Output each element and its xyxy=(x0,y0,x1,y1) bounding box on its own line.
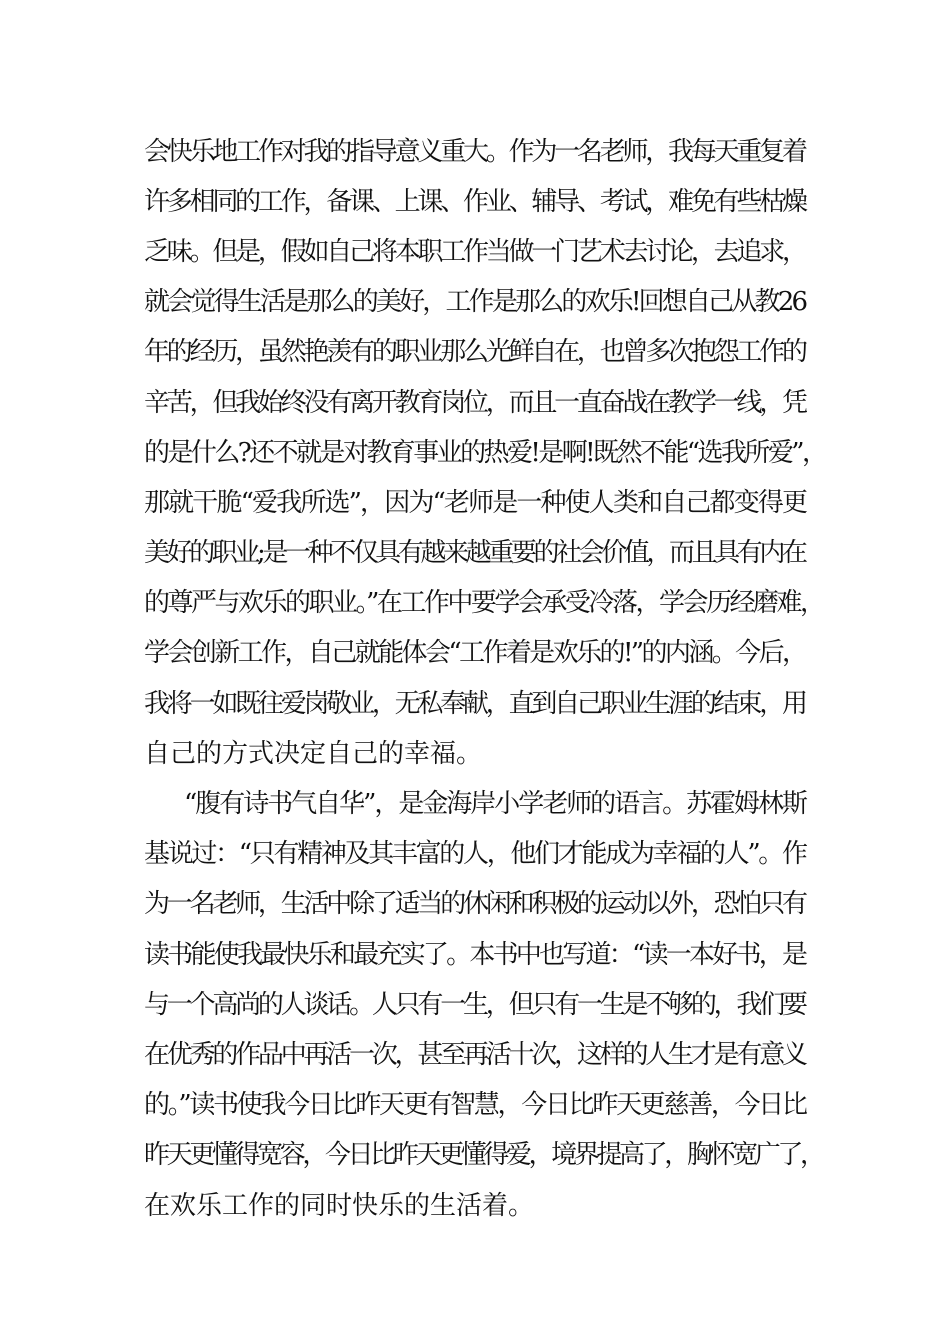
line-text: 的。”读书使我今日比昨天更有智慧，今日比昨天更慈善，今日比 xyxy=(144,1090,806,1120)
text-line xyxy=(0,182,950,222)
text-line xyxy=(0,1085,950,1125)
text-line xyxy=(0,483,950,523)
text-line xyxy=(0,633,950,673)
line-text: 在欢乐工作的同时快乐的生活着。 xyxy=(144,1191,535,1221)
line-text: 的是什么?还不就是对教育事业的热爱!是啊!既然不能“选我所爱”， xyxy=(144,438,826,468)
text-line xyxy=(0,734,950,774)
line-text: 的尊严与欢乐的职业。”在工作中要学会承受冷落，学会历经磨难， xyxy=(144,588,824,618)
line-text: 美好的职业;是一种不仅具有越来越重要的社会价值，而且具有内在 xyxy=(144,538,805,568)
line-text: 基说过：“只有精神及其丰富的人，他们才能成为幸福的人”。作 xyxy=(144,839,806,869)
line-text: 许多相同的工作，备课、上课、作业、辅导、考试，难免有些枯燥 xyxy=(144,187,805,217)
line-text: 读书能使我最快乐和最充实了。本书中也写道：“读一本好书，是 xyxy=(144,940,806,970)
text-line xyxy=(0,433,950,473)
text-line xyxy=(0,383,950,423)
line-text: 就会觉得生活是那么的美好，工作是那么的欢乐!回想自己从教26 xyxy=(144,287,806,317)
line-text: 乏味。但是，假如自己将本职工作当做一门艺术去讨论，去追求， xyxy=(144,237,805,267)
text-line xyxy=(0,282,950,322)
line-text: 昨天更懂得宽容，今日比昨天更懂得爱，境界提高了，胸怀宽广了， xyxy=(144,1140,823,1170)
text-line xyxy=(0,1035,950,1075)
line-text: 学会创新工作，自己就能体会“工作着是欢乐的!”的内涵。今后， xyxy=(144,638,806,668)
line-text: 会快乐地工作对我的指导意义重大。作为一名老师，我每天重复着 xyxy=(144,137,805,167)
text-line xyxy=(0,935,950,975)
line-text: “腹有诗书气自华”，是金海岸小学老师的语言。苏霍姆林斯 xyxy=(184,789,806,819)
text-line xyxy=(0,985,950,1025)
line-text: 自己的方式决定自己的幸福。 xyxy=(144,739,483,769)
text-line xyxy=(0,583,950,623)
line-text: 与一个高尚的人谈话。人只有一生，但只有一生是不够的，我们要 xyxy=(144,990,805,1020)
line-text: 在优秀的作品中再活一次，甚至再活十次，这样的人生才是有意义 xyxy=(144,1040,805,1070)
text-line xyxy=(0,884,950,924)
line-text: 为一名老师，生活中除了适当的休闲和积极的运动以外，恐怕只有 xyxy=(144,889,805,919)
line-text: 我将一如既往爱岗敬业，无私奉献，直到自己职业生涯的结束，用 xyxy=(144,689,805,719)
text-line xyxy=(0,684,950,724)
text-line xyxy=(0,1135,950,1175)
text-line xyxy=(0,834,950,874)
line-text: 那就干脆“爱我所选”，因为“老师是一种使人类和自己都变得更 xyxy=(144,488,807,518)
text-line xyxy=(0,332,950,372)
line-text: 年的经历，虽然艳羡有的职业那么光鲜自在，也曾多次抱怨工作的 xyxy=(144,337,805,367)
text-line xyxy=(0,232,950,272)
text-line xyxy=(0,1186,950,1226)
line-text: 辛苦，但我始终没有离开教育岗位，而且一直奋战在教学一线，凭 xyxy=(144,388,805,418)
text-line xyxy=(0,533,950,573)
text-line xyxy=(0,132,950,172)
text-line xyxy=(0,784,950,824)
